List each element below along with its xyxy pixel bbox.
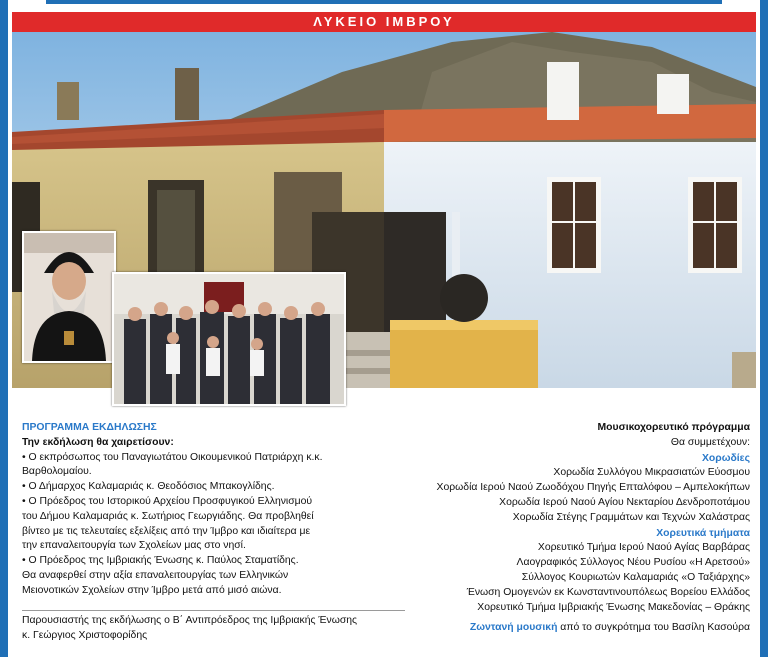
dance-heading: Χορευτικά τμήματα [656,527,750,539]
program-heading: ΠΡΟΓΡΑΜΜΑ ΕΚΔΗΛΩΣΗΣ [22,422,157,433]
participants-label: Θα συμμετέχουν: [670,436,750,448]
live-music-text: από το συγκρότημα του Βασίλη Κασούρα [557,622,750,634]
choir-item: Χορωδία Ιερού Ναού Αγίου Νεκταρίου Δενδροποτάμου [499,496,750,508]
title-bar: ΛΥΚΕΙΟ ΙΜΒΡΟΥ [12,12,756,32]
dance-item: Ένωση Ομογενών εκ Κωνσταντινουπόλεως Βορείου Ελλάδος [466,586,750,598]
choirs-heading: Χορωδίες [701,452,750,464]
choir-item: Χορωδία Στέγης Γραμμάτων και Τεχνών Χαλάστρας [512,511,750,523]
choir-item: Χορωδία Συλλόγου Μικρασιατών Εύοσμου [553,467,750,479]
presenter-note [22,614,417,644]
speaker-item-2 [22,480,417,495]
speaker-line: βίντεο με τις τελευταίες εξελίξεις από την Ίμβρο και ιδιαίτερα με [22,525,311,537]
live-music-label: Ζωντανή μουσική [469,622,558,634]
speaker-item-3 [22,495,417,554]
top-banner-edge [46,0,722,4]
patriarch-portrait [22,231,116,363]
group-photo [112,272,346,406]
speaker-line: Θα αναφερθεί στην αξία επαναλειτουργίας των Ελληνικών [22,569,289,581]
music-program [390,421,750,636]
presenter-line: κ. Γεώργιος Χριστοφορίδης [22,629,148,641]
frame-right [760,0,768,657]
frame-left [0,0,8,657]
choir-item: Χορωδία Ιερού Ναού Ζωοδόχου Πηγής Επταλόφου – Αμπελοκήπων [436,482,750,494]
dance-item: Σύλλογος Κουριωτών Καλαμαριάς «Ο Ταξιάρχης» [521,571,750,583]
speaker-line: Βαρθολομαίου. [22,466,92,478]
speaker-line: • Ο εκπρόσωπος του Παναγιωτάτου Οικουμενικού Πατριάρχη κ.κ. [22,451,323,463]
greet-heading: Την εκδήλωση θα χαιρετίσουν: [22,436,174,448]
event-program [22,421,417,599]
speaker-line: Μειονοτικών Σχολείων στην Ίμβρο μετά από μισό αιώνα. [22,584,282,596]
music-heading: Μουσικοχορευτικό πρόγραμμα [597,422,750,433]
speaker-line: • Ο Δήμαρχος Καλαμαριάς κ. Θεοδόσιος Μπακογλίδης. [22,481,275,493]
live-music [390,621,750,636]
speaker-item-4 [22,554,417,598]
divider [22,610,405,611]
presenter-line: Παρουσιαστής της εκδήλωσης ο Β΄ Αντιπρόεδρος της Ιμβριακής Ένωσης [22,615,358,626]
dance-item: Χορευτικό Τμήμα Ιερού Ναού Αγίας Βαρβάρας [537,542,750,554]
speaker-item-1 [22,451,417,481]
speaker-line: • Ο Πρόεδρος του Ιστορικού Αρχείου Προσφυγικού Ελληνισμού [22,495,313,507]
speaker-line: • Ο Πρόεδρος της Ιμβριακής Ένωσης κ. Παύλος Σταματίδης. [22,555,299,567]
dance-item: Λαογραφικός Σύλλογος Νέου Ρυσίου «Η Αρετσού» [516,557,750,569]
dance-item: Χορευτικό Τμήμα Ιμβριακής Ένωσης Μακεδονίας – Θράκης [477,601,750,613]
speaker-line: του Δήμου Καλαμαριάς κ. Σωτήριος Γεωργιάδης. Θα προβληθεί [22,510,314,522]
speaker-line: την επαναλειτουργία των Σχολείων μας στο νησί. [22,540,246,552]
